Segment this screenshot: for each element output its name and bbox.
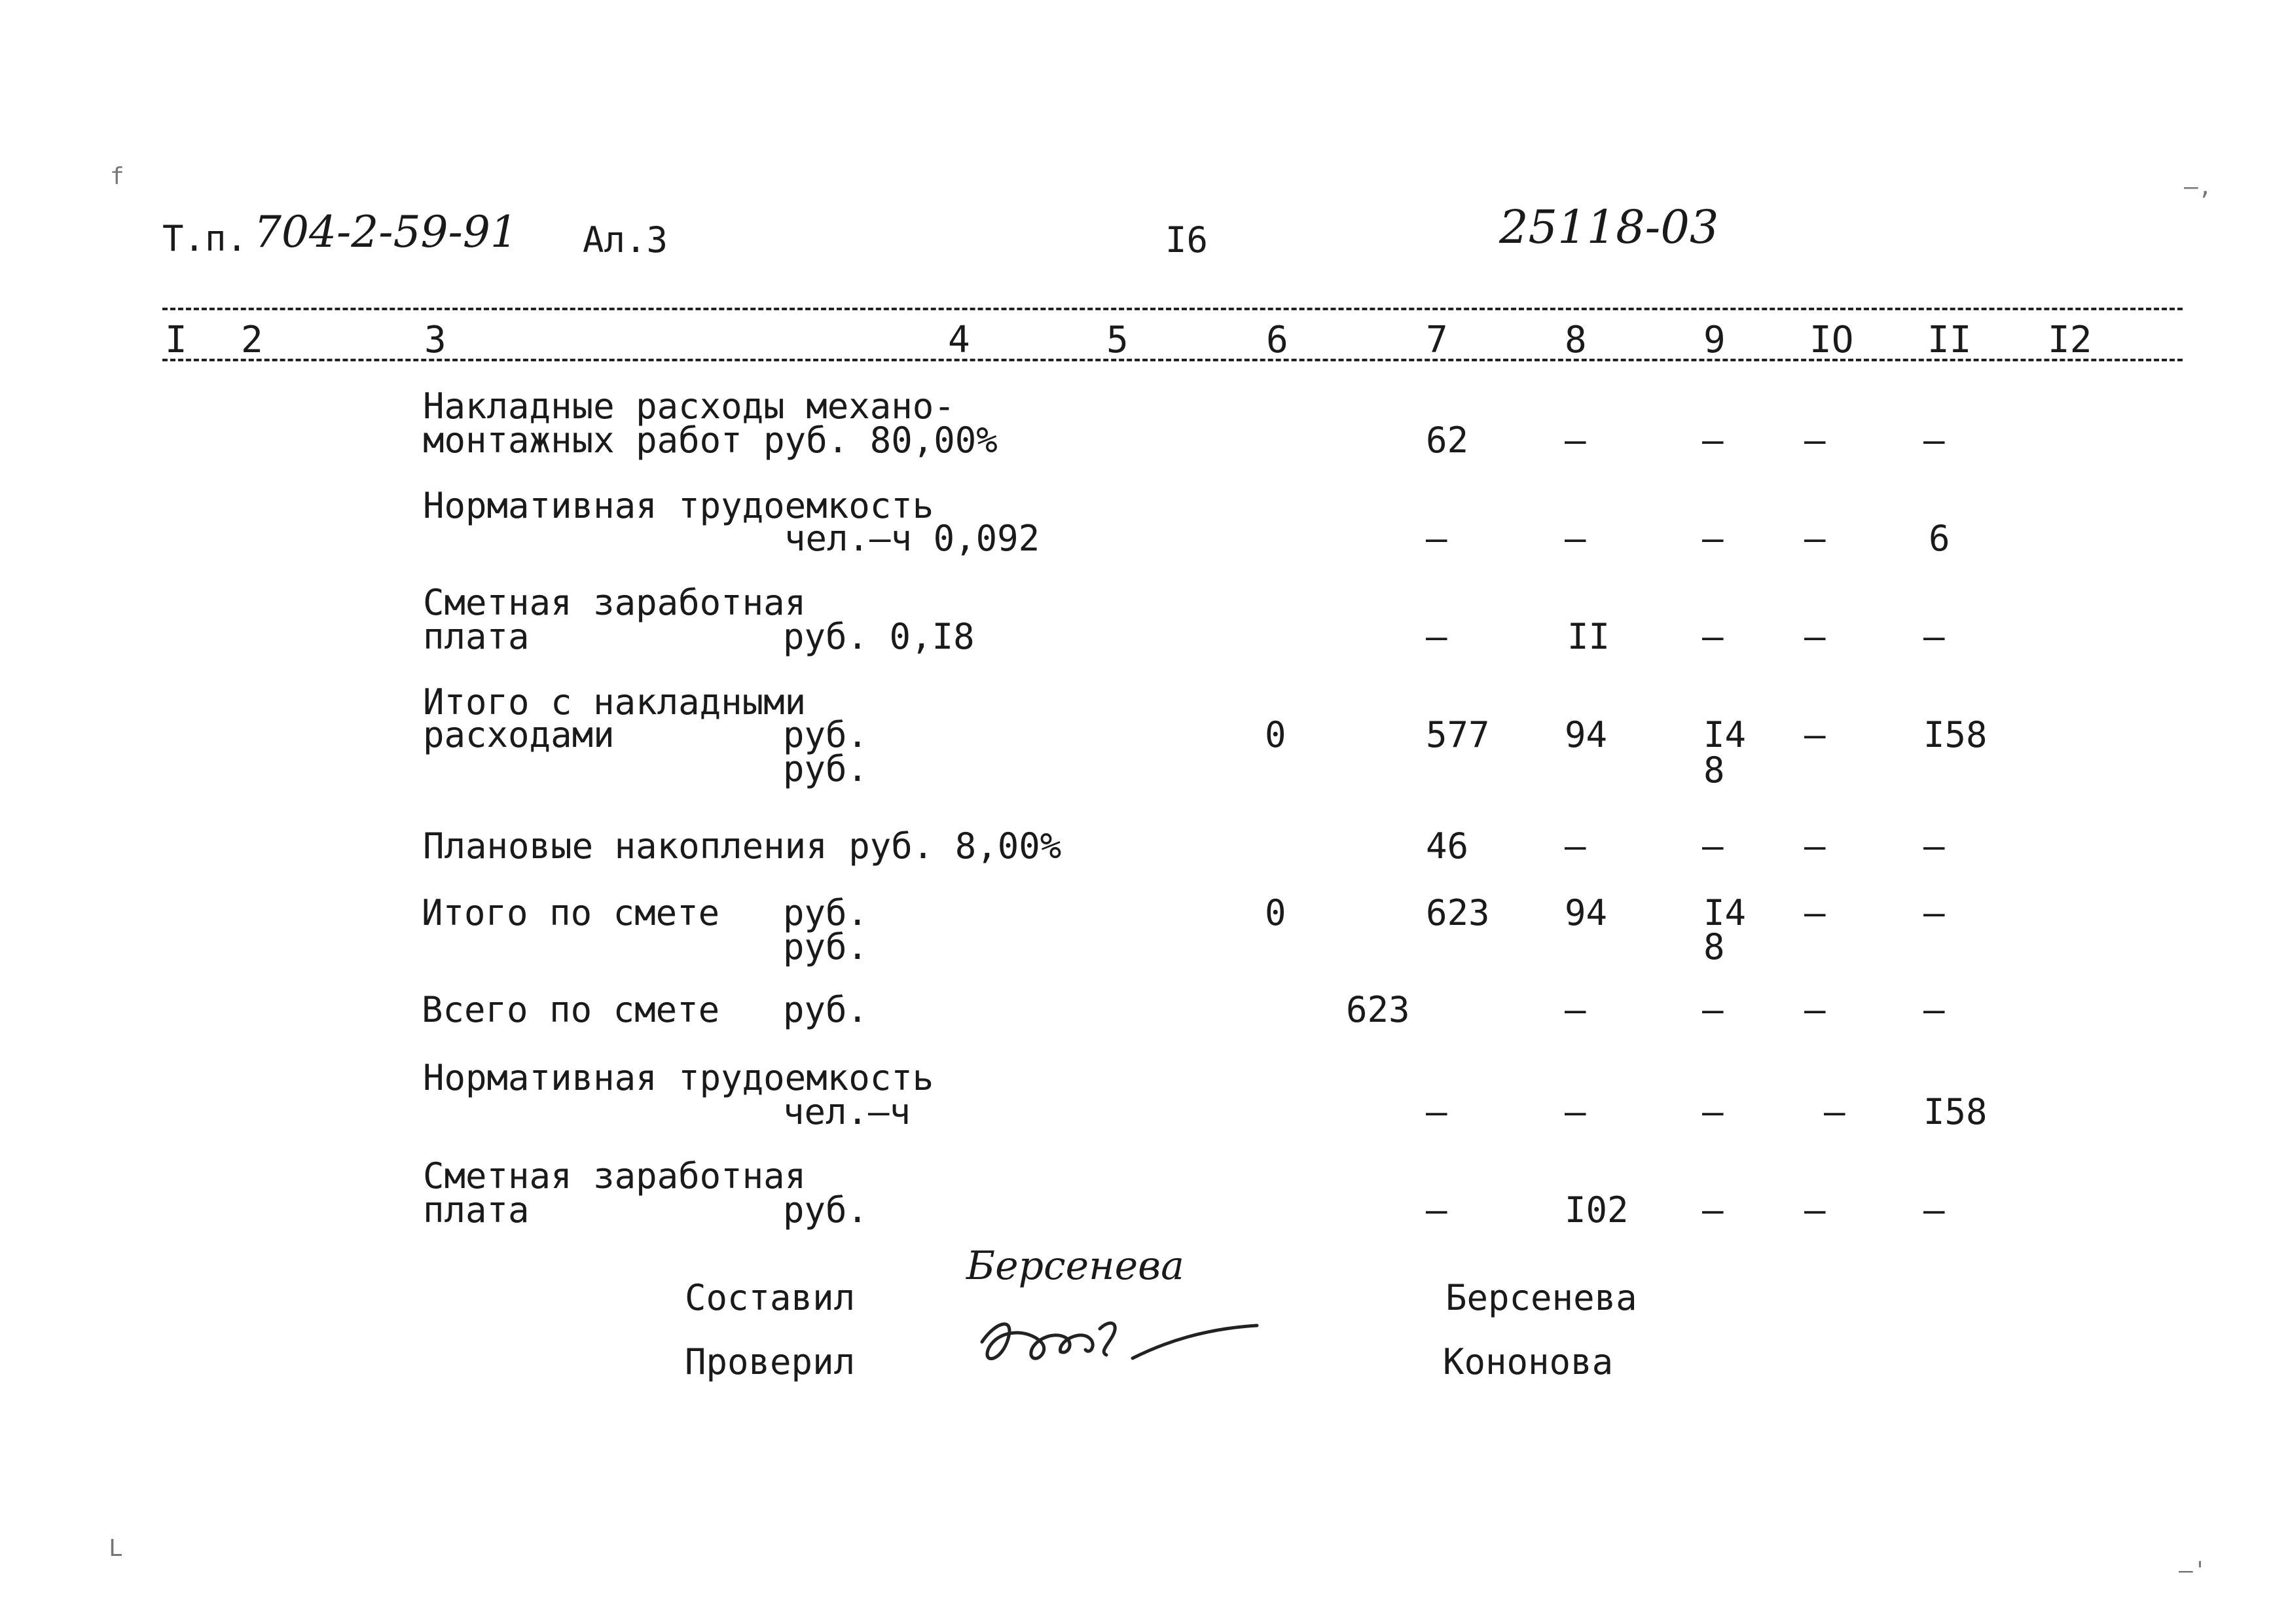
cell-col9-wrap: 8 [1703,749,1725,791]
row-label-continued: плата [423,1189,530,1231]
cell-col7: – [1426,1189,1447,1231]
cell-col6-7: 623 [1346,989,1410,1030]
cell-col9: – [1702,1091,1724,1132]
row-label-continued: монтажных работ руб. 80,00% [423,420,998,461]
row-unit: руб. [783,714,869,755]
cell-col11: – [1923,616,1945,657]
cell-col11: I58 [1923,1091,1988,1132]
cell-col9-wrap: 8 [1703,926,1725,967]
row-label: Сметная заработная [423,582,807,623]
column-4: 4 [948,319,970,361]
row-label-continued: плата [423,616,530,657]
cell-col11: – [1923,420,1945,461]
tp-prefix: Т.п. [162,218,248,259]
cell-col9: – [1702,989,1724,1030]
row-unit: руб. 0,I8 [783,616,975,657]
cell-col8: – [1565,518,1586,559]
row-unit: чел.–ч 0,092 [784,518,1040,559]
album-label: Ал.3 [583,219,668,261]
cell-col10: – [1804,989,1826,1030]
cell-col6: 0 [1265,892,1286,933]
compiled-signature: Берсенева [966,1243,1184,1289]
column-6: 6 [1266,319,1288,361]
checked-name: Кононова [1443,1341,1614,1382]
row-unit-second: руб. [783,926,869,967]
cell-col7: 577 [1426,714,1490,755]
cell-col11: I58 [1923,714,1988,755]
column-2: 2 [241,319,263,361]
cell-col9: I4 [1703,892,1747,933]
cell-col9: I4 [1703,714,1747,755]
row-label: Нормативная трудоемкость [423,1057,934,1098]
row-unit: руб. [783,1189,869,1231]
cell-col8: – [1565,420,1586,461]
row-label: Итого с накладными [423,681,807,723]
row-unit: руб. [783,892,869,933]
cell-col11: – [1923,989,1945,1030]
column-1: I [165,319,187,361]
row-label: Всего по смете [422,989,720,1030]
cell-col7: 623 [1426,892,1490,933]
margin-mark-bottom-right: –' [2179,1557,2208,1584]
compiled-label: Составил [685,1277,856,1318]
tp-number-handwritten: 704-2-59-91 [254,207,518,257]
cell-col7: – [1426,1091,1447,1132]
cell-col8: 94 [1565,892,1608,933]
cell-col8: – [1565,825,1586,867]
row-unit: чел.–ч [783,1091,911,1132]
column-3: 3 [424,319,446,361]
row-unit: руб. [783,989,869,1030]
cell-col9: – [1702,518,1724,559]
row-unit-second: руб. [783,748,869,789]
compiled-name: Берсенева [1445,1277,1637,1318]
cell-col11: – [1923,892,1945,933]
column-5: 5 [1106,319,1129,361]
cell-col10: – [1804,825,1826,867]
cell-col10: – [1804,616,1826,657]
cell-col9: – [1702,616,1724,657]
checked-signature [969,1303,1270,1381]
cell-col8: 94 [1565,714,1608,755]
row-label: Итого по смете [422,892,720,933]
cell-col9: – [1702,420,1724,461]
cell-col7: 46 [1426,825,1469,867]
cell-col9: – [1702,825,1724,867]
header-rule-bottom [162,359,2183,361]
cell-col11: 6 [1929,518,1950,559]
cell-col9: – [1702,1189,1724,1231]
page-number: I6 [1165,219,1209,261]
cell-col7: – [1426,518,1447,559]
cell-col8: – [1565,989,1586,1030]
cell-col10: – [1804,518,1826,559]
cell-col10: – [1804,714,1826,755]
row-label: Накладные расходы механо- [423,386,955,427]
column-10: IO [1809,319,1854,361]
cell-col6: 0 [1265,714,1286,755]
column-7: 7 [1426,319,1448,361]
column-9: 9 [1703,319,1726,361]
cell-col10: – [1804,1189,1826,1231]
cell-col8: II [1567,616,1610,657]
row-label: Сметная заработная [423,1155,807,1197]
margin-mark-bottom-left: L [109,1535,123,1562]
column-11: II [1927,319,1972,361]
cell-col11: – [1923,825,1945,867]
column-8: 8 [1565,319,1587,361]
cell-col8: I02 [1565,1189,1629,1231]
cell-col10: – [1804,420,1826,461]
row-label: Нормативная трудоемкость [423,485,934,526]
margin-mark-top-right: –, [2184,173,2213,200]
cell-col11: – [1923,1189,1945,1231]
row-label-continued: расходами [423,714,615,755]
row-label: Плановые накопления руб. 8,00% [423,825,1062,867]
document-code-handwritten: 25118-03 [1499,200,1719,254]
column-12: I2 [2048,319,2092,361]
cell-col10: – [1804,892,1826,933]
cell-col7: 62 [1426,420,1469,461]
checked-label: Проверил [685,1341,856,1382]
header-rule-top [162,308,2183,310]
cell-col10: – [1824,1091,1845,1132]
cell-col8: – [1565,1091,1586,1132]
margin-mark-top-left: f [110,163,124,190]
cell-col7: – [1426,616,1447,657]
